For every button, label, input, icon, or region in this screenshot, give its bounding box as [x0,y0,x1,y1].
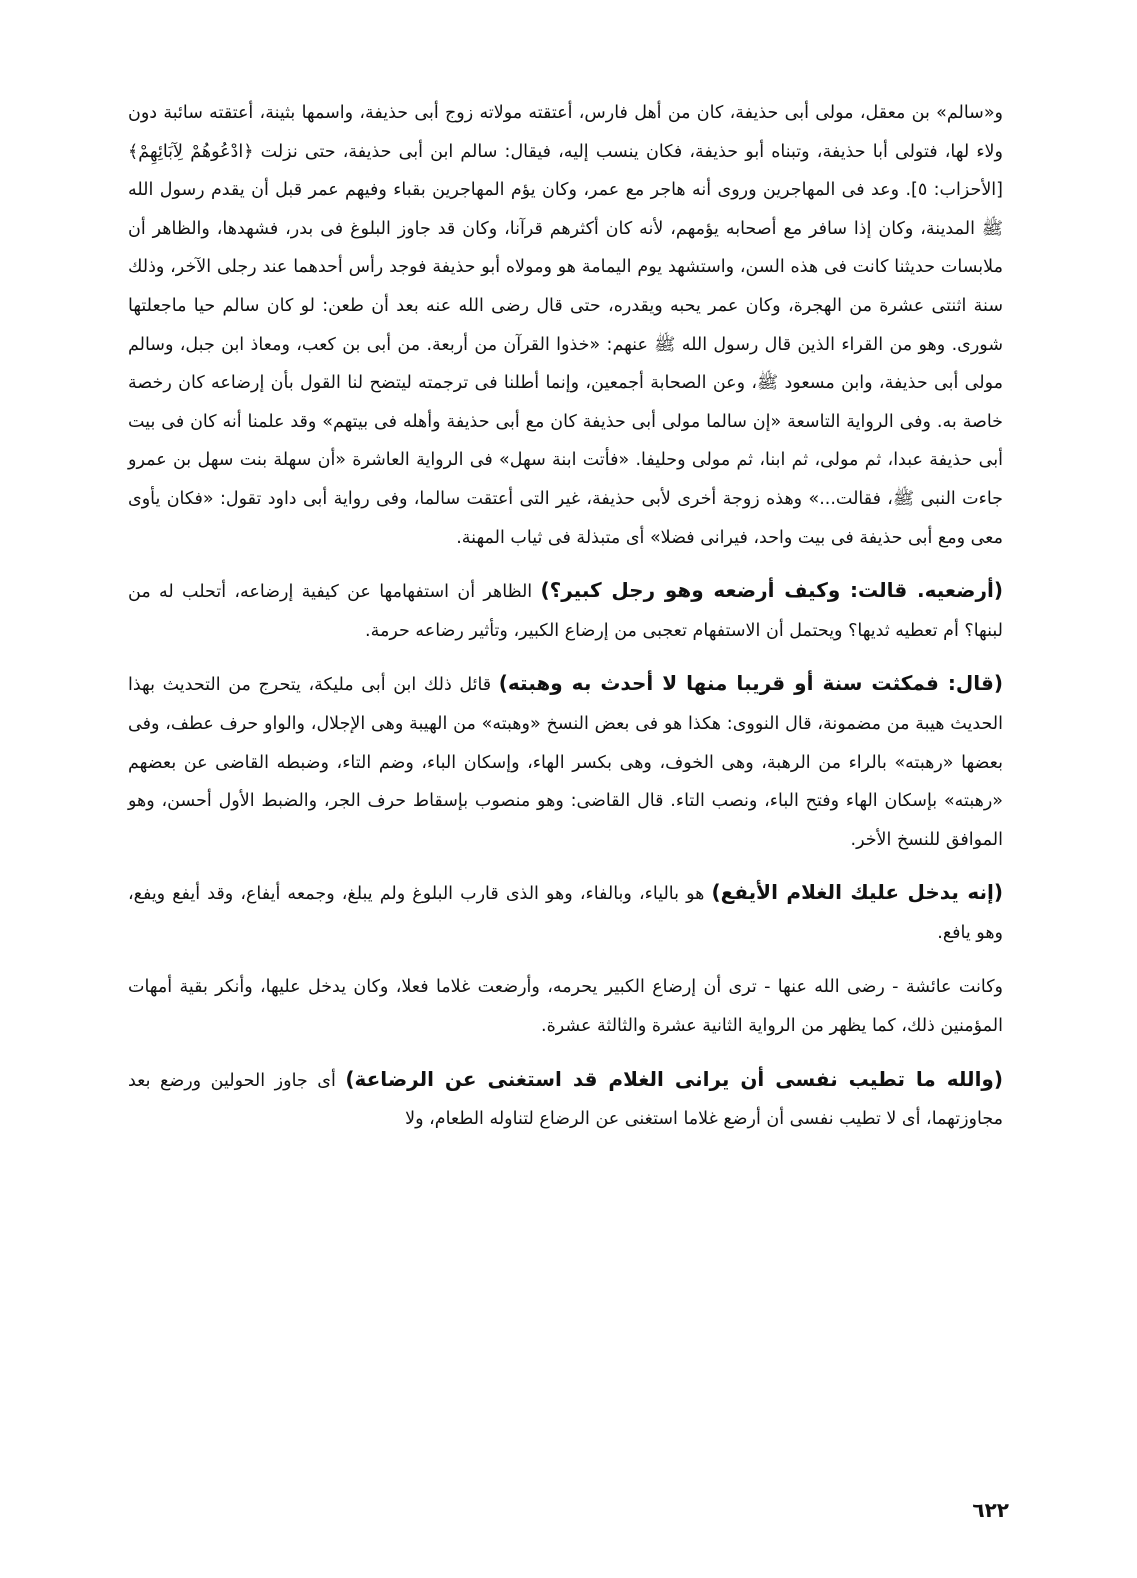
paragraph-text: وكانت عائشة - رضى الله عنها - ترى أن إرضاع الكبير يحرمه، وأرضعت غلاما فعلا، وكان يدخل عليها، وأنكر بقية أمهات المؤمنين ذلك، كما يظهر من الرواية الثانية عشرة والثالثة عشرة. [128,977,1003,1037]
paragraph-text: و«سالم» بن معقل، مولى أبى حذيفة، كان من أهل فارس، أعتقته مولاته زوج أبى حذيفة، واسمها بثينة، أعتقته سائبة دون ولاء لها، فتولى أبا حذيفة، وتبناه أبو حذيفة، فكان ينسب إليه، فيقال: سالم ابن أبى حذيفة، حتى نزلت ﴿ادْعُوهُمْ لِآبَائِهِمْ﴾ [الأحزاب: ٥]. وعد فى المهاجرين وروى أنه هاجر مع عمر، وكان يؤم المهاجرين بقباء وفيهم عمر قبل أن يقدم رسول الله ﷺ المدينة، وكان إذا سافر مع أصحابه يؤمهم، لأنه كان أكثرهم قرآنا، وكان قد جاوز البلوغ فى بدر، فشهدها، والظاهر أن ملابسات حديثنا كانت فى هذه السن، واستشهد يوم اليمامة هو ومولاه أبو حذيفة فوجد رأس أحدهما عند رجلى الآخر، وذلك سنة اثنتى عشرة من الهجرة، وكان عمر يحبه ويقدره، حتى قال رضى الله عنه بعد أن طعن: لو كان سالم حيا ماجعلتها شورى. وهو من القراء الذين قال رسول الله ﷺ عنهم: «خذوا القرآن من أربعة. من أبى بن كعب، ومعاذ ابن جبل، وسالم مولى أبى حذيفة، وابن مسعود ﷺ، وعن الصحابة أجمعين، وإنما أطلنا فى ترجمته ليتضح لنا القول بأن إرضاعه كان رخصة خاصة به. وفى الرواية التاسعة «إن سالما مولى أبى حذيفة كان مع أبى حذيفة وأهله فى بيتهم» وقد علمنا أنه كان فى بيت أبى حذيفة عبدا، ثم مولى، ثم ابنا، ثم مولى وحليفا. «فأتت ابنة سهل» فى الرواية العاشرة «أن سهلة بنت سهل بن عمرو جاءت النبى ﷺ، فقالت...» وهذه زوجة أخرى لأبى حذيفة، غير التى أعتقت سالما، وفى رواية أبى داود تقول: «فكان يأوى معى ومع أبى حذيفة فى بيت واحد، فيرانى فضلا» أى متبذلة فى ثياب المهنة. [128,103,1003,548]
paragraph-text: قائل ذلك ابن أبى مليكة، يتحرج من التحديث بهذا الحديث هيبة من مضمونة، قال النووى: هكذا هو فى بعض النسخ «وهبته» من الهيبة وهى الإجلال، والواو حرف عطف، وفى بعضها «رهبته» بالراء من الرهبة، وهى الخوف، وهى بكسر الهاء، وإسكان الباء، وضم التاء، وضبطه القاضى عن بعضهم «رهبته» بإسكان الهاء وفتح الباء، ونصب التاء. قال القاضى: وهو منصوب بإسقاط حرف الجر، والضبط الأول أحسن، وهو الموافق للنسخ الأخر. [128,675,1003,850]
book-page-body [128,92,1003,1139]
paragraph-lead: (قال: فمكثت سنة أو قريبا منها لا أحدث به وهبته) [498,671,1003,696]
paragraph-lead: (والله ما تطيب نفسى أن يرانى الغلام قد استغنى عن الرضاعة) [345,1066,1003,1091]
paragraph-text: الظاهر أن استفهامها عن كيفية إرضاعه، أتحلب له من لبنها؟ أم تعطيه ثديها؟ ويحتمل أن الاستفهام تعجبى من إرضاع الكبير، وتأثير رضاعه حرمة. [128,582,1003,641]
page-number: ٦٢٢ [972,1498,1009,1522]
paragraph-aisha [128,966,1003,1045]
paragraph-lead: (إنه يدخل عليك الغلام الأيفع) [711,880,1003,905]
paragraph-wallahi [128,1060,1003,1139]
paragraph-al-ghulam-al-ayfa [128,873,1003,952]
paragraph-makathtu [128,664,1003,859]
paragraph-ardiihi [128,571,1003,650]
paragraph-text: أى جاوز الحولين ورضع بعد مجاوزتهما، أى لا تطيب نفسى أن أرضع غلاما استغنى عن الرضاع لتناوله الطعام، ولا [128,1070,1003,1130]
paragraph-lead: (أرضعيه. قالت: وكيف أرضعه وهو رجل كبير؟) [540,578,1003,603]
paragraph-salim-biography [128,92,1003,557]
paragraph-text: هو بالياء، وبالفاء، وهو الذى قارب البلوغ ولم يبلغ، وجمعه أيفاع، وقد أيفع ويفع، وهو يافع. [128,884,1003,943]
